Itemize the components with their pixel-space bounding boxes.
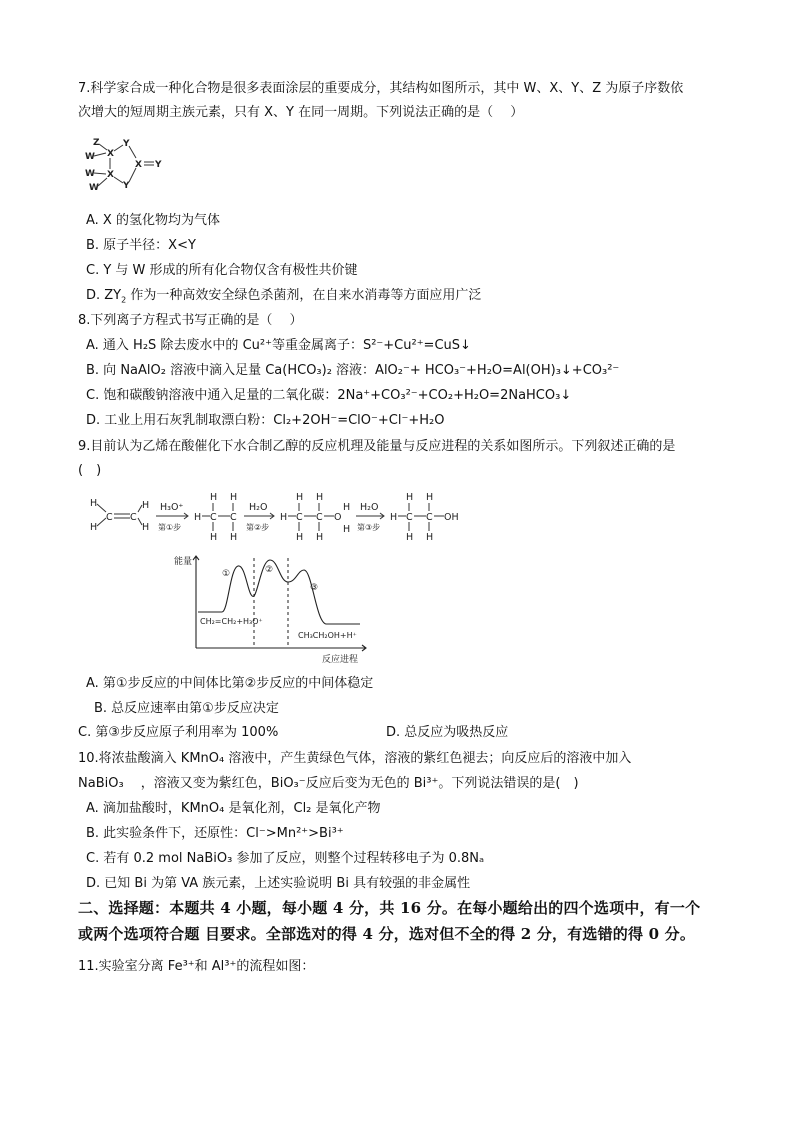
step3-label: 第③步 <box>357 523 381 532</box>
int1-c1: C <box>210 512 217 523</box>
eth-prod-c2: C <box>426 512 433 523</box>
eth-prod-h-left: H <box>390 512 398 523</box>
eth-h2: H <box>90 522 98 533</box>
q7-structure-diagram <box>80 132 180 196</box>
q10-option-a: A. 滴加盐酸时，KMnO₄ 是氧化剂，Cl₂ 是氧化产物 <box>86 801 381 816</box>
q10-stem-line1: 10.将浓盐酸滴入 KMnO₄ 溶液中，产生黄绿色气体，溶液的紫红色褪去；向反应后的溶液中加入 <box>78 751 632 766</box>
q7-stem-line1: 7.科学家合成一种化合物是很多表面涂层的重要成分，其结构如图所示，其中 W、X、Y、Z 为原子序数依 <box>78 81 684 96</box>
atom-x1: X <box>107 149 114 159</box>
eth-c2: C <box>130 512 137 523</box>
q9-option-c: C. 第③步反应原子利用率为 100% <box>78 725 279 740</box>
energy-xlabel: 反应进程 <box>322 655 359 664</box>
atom-w3: W <box>89 183 99 193</box>
int2-h-left: H <box>280 512 288 523</box>
eth-prod-c1: C <box>406 512 413 523</box>
q8-option-c: C. 饱和碳酸钠溶液中通入足量的二氧化碳：2Na⁺+CO₃²⁻+CO₂+H₂O=2NaHCO₃↓ <box>86 388 572 403</box>
q7-option-a: A. X 的氢化物均为气体 <box>86 213 220 228</box>
int2-h-bot1: H <box>296 532 304 542</box>
q9-option-b: B. 总反应速率由第①步反应决定 <box>94 701 279 716</box>
int1-h-bot2: H <box>230 532 238 542</box>
eth-h4: H <box>142 522 150 533</box>
eth-prod-h-bot1: H <box>406 532 414 542</box>
q7-option-d: D. $ZY_2$ 作为一种高效安全绿色杀菌剂，在自来水消毒等方面应用广泛 <box>86 288 482 305</box>
q9-mechanism-diagram <box>84 490 474 542</box>
step2-label: 第②步 <box>246 523 270 532</box>
atom-x3: X <box>135 160 142 170</box>
q7-option-c: C. Y 与 W 形成的所有化合物仅含有极性共价键 <box>86 263 358 278</box>
q9-energy-diagram <box>170 548 380 664</box>
q10-option-c: C. 若有 0.2 mol NaBiO₃ 参加了反应，则整个过程转移电子为 0.8Nₐ <box>86 851 485 866</box>
int1-h-top2: H <box>230 492 238 503</box>
int1-h-bot1: H <box>210 532 218 542</box>
int2-c1: C <box>296 512 303 523</box>
energy-ylabel: 能量 <box>174 557 193 567</box>
eth-prod-h-top2: H <box>426 492 434 503</box>
q7-stem-line2: 次增大的短周期主族元素，只有 X、Y 在同一周期。下列说法正确的是（ ） <box>78 105 524 120</box>
eth-prod-h-bot2: H <box>426 532 434 542</box>
q9-option-d: D. 总反应为吸热反应 <box>386 725 509 740</box>
eth-c1: C <box>106 512 113 523</box>
int2-h-bot2: H <box>316 532 324 542</box>
peak-3-label: ③ <box>310 583 319 593</box>
q9-option-a: A. 第①步反应的中间体比第②步反应的中间体稳定 <box>86 676 374 691</box>
int2-h-top2: H <box>316 492 324 503</box>
atom-w1: W <box>85 152 95 162</box>
int2-h-o2: H <box>343 524 351 535</box>
int1-h-top1: H <box>210 492 218 503</box>
step1-label: 第①步 <box>158 523 182 532</box>
reagent-h3o: H₃O⁺ <box>160 502 184 513</box>
q8-option-a: A. 通入 H₂S 除去废水中的 Cu²⁺等重金属离子：S²⁻+Cu²⁺=CuS↓ <box>86 338 471 353</box>
atom-y1: Y <box>123 139 130 149</box>
q9-stem-line2: ( ) <box>78 463 102 478</box>
section2-heading-line2: 或两个选项符合题 目要求。全部选对的得 4 分，选对但不全的得 2 分，有选错的得 0 分。 <box>78 925 696 943</box>
q10-option-b: B. 此实验条件下，还原性：Cl⁻>Mn²⁺>Bi³⁺ <box>86 826 344 841</box>
q10-stem-line2: NaBiO₃ ，溶液又变为紫红色，BiO₃⁻反应后变为无色的 Bi³⁺。下列说法错误的是( ) <box>78 776 579 791</box>
atom-y3: Y <box>155 160 162 170</box>
int2-o: O <box>334 512 342 523</box>
eth-h3: H <box>142 500 150 511</box>
int1-h-left: H <box>194 512 202 523</box>
atom-w2: W <box>85 169 95 179</box>
q11-stem: 11.实验室分离 Fe³⁺和 Al³⁺的流程如图： <box>78 959 315 974</box>
q7-option-b: B. 原子半径：X<Y <box>86 238 196 253</box>
int2-h-o1: H <box>343 502 351 513</box>
q8-option-b: B. 向 NaAlO₂ 溶液中滴入足量 Ca(HCO₃)₂ 溶液：AlO₂⁻+ HCO₃⁻+H₂O=Al(OH)₃↓+CO₃²⁻ <box>86 363 620 378</box>
q10-option-d: D. 已知 Bi 为第 VA 族元素，上述实验说明 Bi 具有较强的非金属性 <box>86 876 471 891</box>
q8-stem: 8.下列离子方程式书写正确的是（ ） <box>78 313 303 328</box>
q8-option-d: D. 工业上用石灰乳制取漂白粉：Cl₂+2OH⁻=ClO⁻+Cl⁻+H₂O <box>86 413 445 428</box>
reagent-h2o-1: H₂O <box>249 502 268 513</box>
peak-2-label: ② <box>265 565 274 575</box>
reagent-h2o-2: H₂O <box>360 502 379 513</box>
energy-reactants: CH₂=CH₂+H₃O⁺ <box>200 617 263 626</box>
int1-c2: C <box>230 512 237 523</box>
atom-z: Z <box>93 138 100 148</box>
int2-h-top1: H <box>296 492 304 503</box>
eth-h1: H <box>90 498 98 509</box>
energy-products: CH₃CH₂OH+H⁺ <box>298 631 357 640</box>
atom-x2: X <box>107 170 114 180</box>
atom-y2: Y <box>123 181 130 191</box>
eth-prod-h-top1: H <box>406 492 414 503</box>
eth-prod-oh: OH <box>444 512 459 523</box>
q9-stem-line1: 9.目前认为乙烯在酸催化下水合制乙醇的反应机理及能量与反应进程的关系如图所示。下列叙述正确的是 <box>78 439 676 454</box>
peak-1-label: ① <box>222 569 231 579</box>
section2-heading-line1: 二、选择题：本题共 4 小题，每小题 4 分，共 16 分。在每小题给出的四个选项中，有一个 <box>78 899 701 917</box>
int2-c2: C <box>316 512 323 523</box>
